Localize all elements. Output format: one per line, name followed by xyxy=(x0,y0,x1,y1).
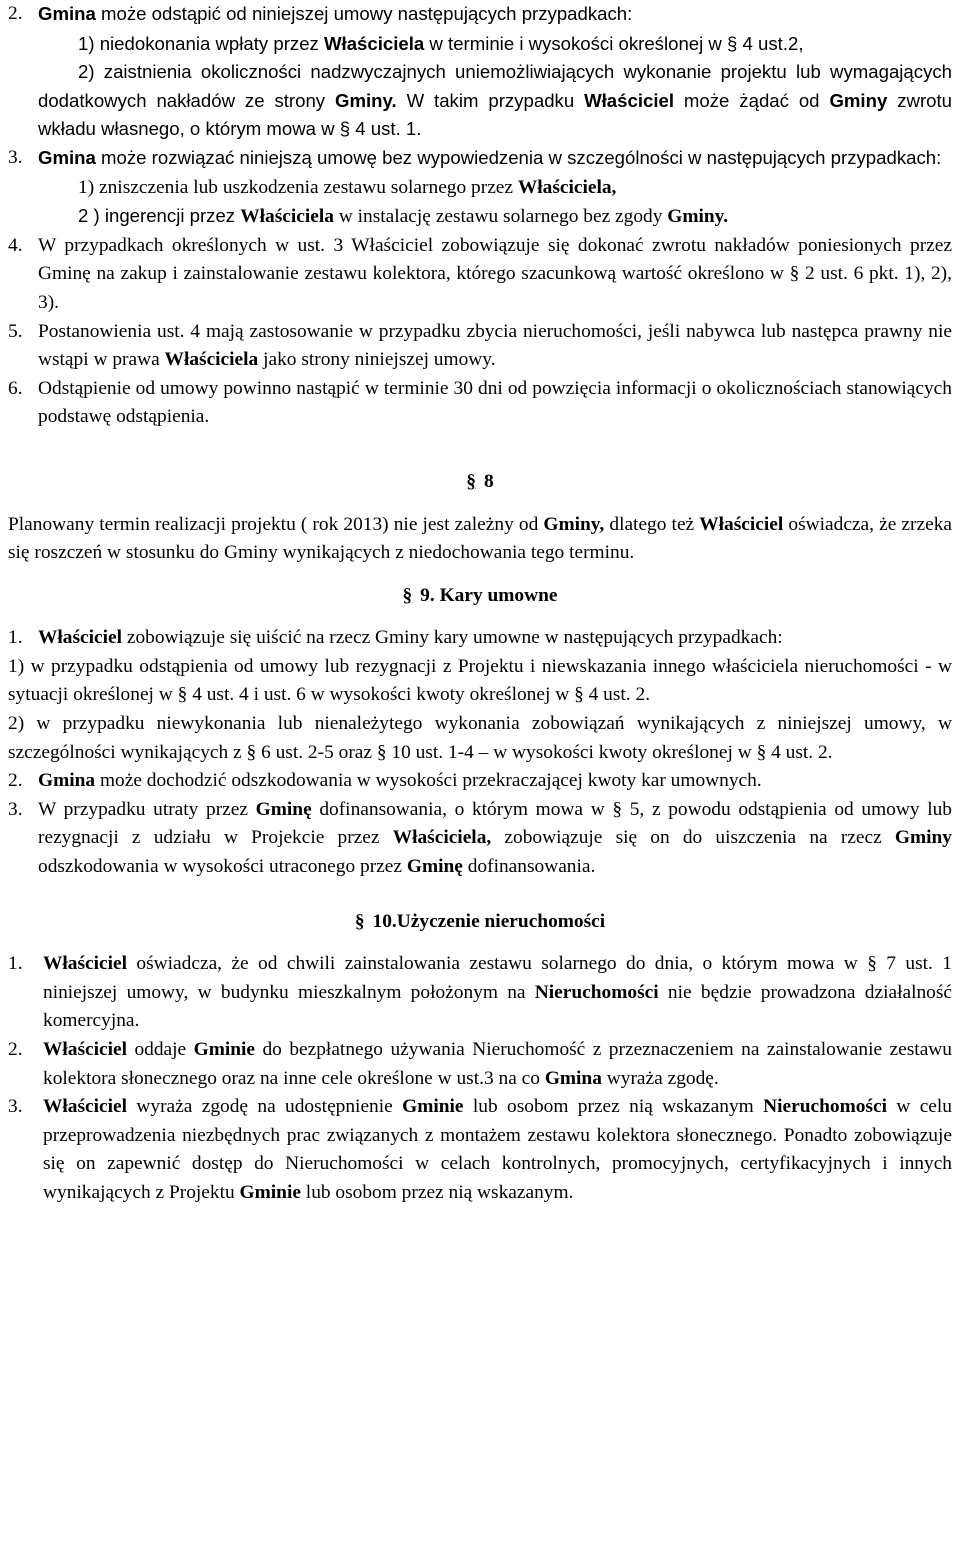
section-10-clause-2: 2. Właściciel oddaje Gminie do bezpłatnego używania Nieruchomość z przeznaczeniem na zainstalowanie zestawu kolektora słonecznego oraz na inne cele określone w ust.3 na co Gmina wyraża zgodę. xyxy=(8,1036,952,1093)
clause-5: 5. Postanowienia ust. 4 mają zastosowanie w przypadku zbycia nieruchomości, jeśli nabywca lub następca prawny nie wstąpi w prawa Właściciela jako strony niniejszej umowy. xyxy=(8,318,952,375)
paragraph-sign: § xyxy=(612,798,623,820)
section-8-heading: § 8 xyxy=(466,470,494,492)
clause-6: 6. Odstąpienie od umowy powinno nastąpić w terminie 30 dni od powzięcia informacji o okolicznościach stanowiących podstawę odstąpienia. xyxy=(8,375,952,432)
section-10-clause-3: 3. Właściciel wyraża zgodę na udostępnienie Gminie lub osobom przez nią wskazanym Nieruchomości w celu przeprowadzenia niezbędnych prac związanych z montażem zestawu kolektora słonecznego. Ponadto zobowiązuje się on zapewnić dostęp do Nieruchomości w celach kontrolnych, promocyjnych, certyfikacyjnych i innych wynikających z Projektu Gminie lub osobom przez nią wskazanym. xyxy=(8,1093,952,1207)
section-8-body: Planowany termin realizacji projektu ( rok 2013) nie jest zależny od Gminy, dlatego też Właściciel oświadcza, że zrzeka się roszczeń w stosunku do Gminy wynikających z niedochowania tego terminu. xyxy=(8,513,952,564)
section-10-heading: § 10.Użyczenie nieruchomości xyxy=(354,910,606,932)
clause-number: 3. xyxy=(8,146,23,168)
section-9-heading: § 9. Kary umowne xyxy=(402,584,558,606)
paragraph-sign: § xyxy=(756,741,767,763)
section-9-clause-3: 3. W przypadku utraty przez Gminę dofinansowania, o którym mowa w § 5, z powodu odstąpienia od umowy lub rezygnacji z udziału w Projekcie przez Właściciela, zobowiązuje się on do uiszczenia na rzecz Gminy odszkodowania w wysokości utraconego przez Gminę dofinansowania. xyxy=(8,796,952,882)
clause-number: 5. xyxy=(8,320,23,342)
clause-3-item-1: 1) zniszczenia lub uszkodzenia zestawu solarnego przez Właściciela, xyxy=(78,176,617,198)
clause-number: 3. xyxy=(8,798,23,820)
paragraph-sign: § xyxy=(402,584,413,606)
paragraph-sign: § xyxy=(867,953,877,975)
clause-number: 2. xyxy=(8,770,23,792)
clause-4: 4. W przypadkach określonych w ust. 3 Właściciel zobowiązuje się dokonać zwrotu nakładów poniesionych przez Gminę na zakup i zainstalowanie zestawu kolektora, którego szacunkową wartość określono w § 2 ust. 6 pkt. 1), 2), 3). xyxy=(8,232,952,318)
paragraph-sign: § xyxy=(177,684,188,706)
section-10-clause-1: 1. Właściciel oświadcza, że od chwili zainstalowania zestawu solarnego do dnia, o którym mowa w § 7 ust. 1 niniejszej umowy, w budynku mieszkalnym położonym na Nieruchomości nie będzie prowadzona działalność komercyjna. xyxy=(8,950,952,1036)
paragraph-sign: § xyxy=(789,263,800,285)
paragraph-sign: § xyxy=(339,118,351,140)
clause-3-item-2: 2 ) ingerencji przez Właściciela w instalację zestawu solarnego bez zgody Gminy. xyxy=(78,205,729,228)
clause-number: 2. xyxy=(8,1039,23,1060)
clause-number: 1. xyxy=(8,953,23,975)
clause-number: 3. xyxy=(8,1096,23,1118)
clause-2: 2. Gmina może odstąpić od niniejszej umowy następujących przypadkach: 1) niedokonania wpłaty przez Właściciela w terminie i wysokości określonej w § 4 ust.2, 2) zaistnienia okoliczności nadzwyczajnych uniemożliwiających wykonanie projektu lub wymagających dodatkowych nakładów ze strony Gminy. W takim przypadku Właściciel może żądać od Gminy zwrotu wkładu własnego, o którym mowa w § 4 ust. 1. xyxy=(8,0,952,144)
section-9-clause-1-item-2: 2) w przypadku niewykonania lub nienależytego wykonania zobowiązań wynikających z niniejszej umowy, w szczególności wynikających z § 6 ust. 2-5 oraz § 10 ust. 1-4 – w wysokości kwoty określonej w § 4 ust. 2. xyxy=(8,713,952,763)
section-9-clause-1-item-1: 1) w przypadku odstąpienia od umowy lub rezygnacji z Projektu i niewskazania innego właściciela nieruchomości - w sytuacji określonej w § 4 ust. 4 i ust. 6 w wysokości kwoty określonej w § 4 ust. 2. xyxy=(8,655,952,706)
paragraph-sign: § xyxy=(354,910,365,932)
paragraph-sign: § xyxy=(574,684,584,706)
section-9-clause-2: 2. Gmina może dochodzić odszkodowania w wysokości przekraczającej kwoty kar umownych. xyxy=(8,767,952,796)
paragraph-sign: § xyxy=(466,470,476,492)
clause-number: 6. xyxy=(8,377,23,399)
paragraph-sign: § xyxy=(246,741,257,763)
paragraph-sign: § xyxy=(727,32,738,54)
clause-2-item-1: 1) niedokonania wpłaty przez Właściciela w terminie i wysokości określonej w § 4 ust.2, xyxy=(78,32,804,54)
paragraph-sign: § xyxy=(376,741,387,763)
clause-2-item-2: 2) zaistnienia okoliczności nadzwyczajnych uniemożliwiających wykonanie projektu lub wymagających dodatkowych nakładów ze strony Gminy. W takim przypadku Właściciel może żądać od Gminy zwrotu wkładu własnego, o którym mowa w § 4 ust. 1. xyxy=(38,61,952,140)
clause-number: 2. xyxy=(8,3,23,24)
bold-term: Gmina xyxy=(38,3,96,24)
clause-3: 3. Gmina może rozwiązać niniejszą umowę bez wypowiedzenia w szczególności w następujących przypadkach: 1) zniszczenia lub uszkodzenia zestawu solarnego przez Właściciela, 2 ) ingerencji przez Właściciela w instalację zestawu solarnego bez zgody Gminy. xyxy=(8,144,952,232)
clause-number: 4. xyxy=(8,234,23,256)
clause-number: 1. xyxy=(8,627,23,649)
section-9-clause-1: 1. Właściciel zobowiązuje się uiścić na rzecz Gminy kary umowne w następujących przypadkach: xyxy=(8,624,952,653)
